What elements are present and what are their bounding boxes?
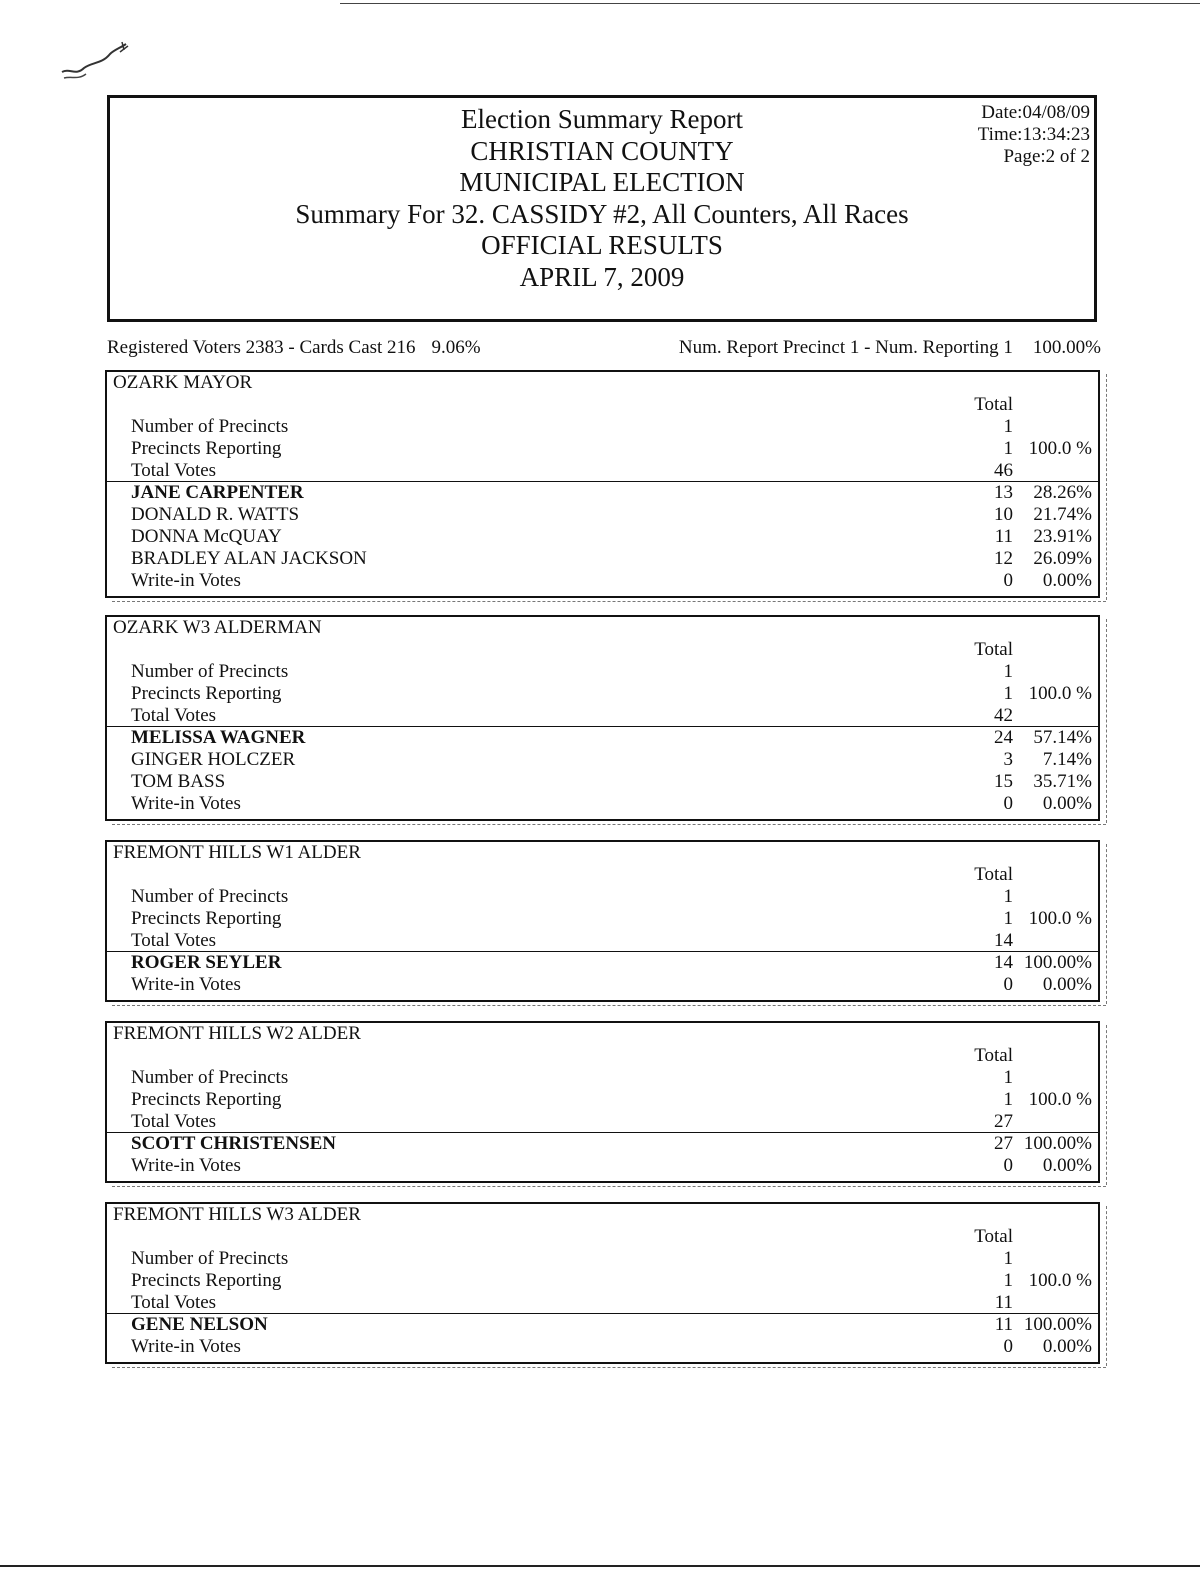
row-label: Number of Precincts [131, 661, 289, 682]
candidate-votes: 10 [994, 504, 1013, 525]
candidate-votes: 14 [994, 952, 1013, 973]
candidate-row [107, 749, 1098, 771]
candidate-votes: 0 [1003, 1155, 1013, 1176]
scan-shadow-edge [1106, 619, 1107, 823]
num-precincts-row [107, 1067, 1098, 1089]
num-precincts-row [107, 886, 1098, 908]
row-count: 1 [1003, 1067, 1013, 1088]
row-label: Total Votes [131, 1111, 217, 1132]
county-name: CHRISTIAN COUNTY [470, 135, 734, 166]
candidate-percent: 0.00% [1042, 1336, 1092, 1357]
precinct-reporting-percent: 100.00% [1032, 337, 1101, 358]
candidate-votes: 0 [1003, 793, 1013, 814]
scan-edge-top [340, 3, 1200, 4]
row-count: 1 [1003, 416, 1013, 437]
num-precincts-row [107, 1248, 1098, 1270]
total-column-header: Total [974, 639, 1013, 660]
candidate-votes: 27 [994, 1133, 1013, 1154]
row-count: 11 [994, 1292, 1013, 1313]
total-votes-row [107, 705, 1098, 727]
race-section [105, 615, 1100, 821]
total-column-header: Total [974, 864, 1013, 885]
row-percent: 100.0 % [1028, 1089, 1092, 1110]
race-title: FREMONT HILLS W1 ALDER [113, 842, 361, 863]
scan-shadow-line [112, 1367, 1106, 1368]
candidate-row [107, 526, 1098, 548]
precinct-reporting-text: Num. Report Precinct 1 - Num. Reporting 1 [678, 337, 1013, 358]
scan-shadow-line [112, 1186, 1106, 1187]
candidate-name: JANE CARPENTER [131, 482, 304, 503]
total-votes-row [107, 930, 1098, 952]
row-label: Total Votes [131, 460, 217, 481]
write-in-row [107, 1155, 1098, 1177]
total-votes-row [107, 460, 1098, 482]
precincts-reporting-row [107, 683, 1098, 705]
candidate-row [107, 482, 1098, 504]
candidate-name: TOM BASS [131, 771, 226, 792]
row-label: Number of Precincts [131, 886, 289, 907]
candidate-votes: 11 [994, 1314, 1013, 1335]
candidate-name: SCOTT CHRISTENSEN [131, 1133, 337, 1154]
candidate-row [107, 1314, 1098, 1336]
race-section [105, 840, 1100, 1002]
row-count: 1 [1003, 908, 1013, 929]
total-votes-row [107, 1111, 1098, 1133]
candidate-percent: 0.00% [1042, 570, 1092, 591]
candidate-row [107, 771, 1098, 793]
row-count: 1 [1003, 683, 1013, 704]
precincts-reporting-row [107, 1270, 1098, 1292]
candidate-votes: 13 [994, 482, 1013, 503]
row-percent: 100.0 % [1028, 908, 1092, 929]
candidate-percent: 23.91% [1033, 526, 1092, 547]
precinct-reporting-stat [679, 337, 1101, 359]
race-title: OZARK MAYOR [113, 372, 253, 393]
row-count: 1 [1003, 661, 1013, 682]
total-votes-row [107, 1292, 1098, 1314]
candidate-votes: 0 [1003, 570, 1013, 591]
total-column-header: Total [974, 1226, 1013, 1247]
candidate-votes: 15 [994, 771, 1013, 792]
candidate-name: Write-in Votes [131, 570, 241, 591]
candidate-percent: 26.09% [1033, 548, 1092, 569]
total-column-header: Total [974, 1045, 1013, 1066]
candidate-percent: 0.00% [1042, 793, 1092, 814]
election-name: MUNICIPAL ELECTION [459, 167, 745, 197]
candidate-name: DONNA McQUAY [131, 526, 282, 547]
write-in-row [107, 974, 1098, 996]
candidate-percent: 35.71% [1033, 771, 1092, 792]
row-percent: 100.0 % [1028, 438, 1092, 459]
candidate-name: ROGER SEYLER [131, 952, 282, 973]
turnout-stats [107, 337, 1101, 361]
scan-shadow-line [112, 601, 1106, 602]
results-status: OFFICIAL RESULTS [481, 230, 723, 260]
race-section [105, 370, 1100, 598]
candidate-votes: 12 [994, 548, 1013, 569]
pen-mark-scribble [58, 38, 138, 88]
candidate-percent: 7.14% [1042, 749, 1092, 770]
candidate-votes: 24 [994, 727, 1013, 748]
candidate-percent: 0.00% [1042, 1155, 1092, 1176]
candidate-name: DONALD R. WATTS [131, 504, 300, 525]
row-label: Precincts Reporting [131, 683, 282, 704]
candidate-percent: 100.00% [1023, 1133, 1092, 1154]
candidate-name: Write-in Votes [131, 1155, 241, 1176]
candidate-votes: 11 [994, 526, 1013, 547]
report-header [107, 95, 1097, 322]
row-percent: 100.0 % [1028, 1270, 1092, 1291]
candidate-name: MELISSA WAGNER [131, 727, 306, 748]
candidate-name: GENE NELSON [131, 1314, 268, 1335]
report-title-block [110, 104, 1094, 293]
race-section [105, 1202, 1100, 1364]
row-count: 1 [1003, 886, 1013, 907]
candidate-percent: 0.00% [1042, 974, 1092, 995]
report-meta [978, 102, 1090, 168]
candidate-votes: 0 [1003, 1336, 1013, 1357]
scan-edge-bottom [0, 1565, 1200, 1567]
candidate-name: Write-in Votes [131, 1336, 241, 1357]
row-count: 1 [1003, 1270, 1013, 1291]
row-count: 42 [994, 705, 1013, 726]
candidate-percent: 100.00% [1023, 1314, 1092, 1335]
candidate-votes: 0 [1003, 974, 1013, 995]
candidate-row [107, 952, 1098, 974]
scan-shadow-edge [1106, 1206, 1107, 1366]
candidate-percent: 28.26% [1033, 482, 1092, 503]
candidate-percent: 21.74% [1033, 504, 1092, 525]
candidate-percent: 57.14% [1033, 727, 1092, 748]
row-count: 27 [994, 1111, 1013, 1132]
race-title: OZARK W3 ALDERMAN [113, 617, 322, 638]
write-in-row [107, 793, 1098, 815]
row-count: 1 [1003, 1089, 1013, 1110]
row-count: 14 [994, 930, 1013, 951]
row-label: Number of Precincts [131, 1067, 289, 1088]
election-date: APRIL 7, 2009 [519, 261, 685, 292]
row-count: 1 [1003, 1248, 1013, 1269]
row-label: Total Votes [131, 705, 217, 726]
candidate-name: Write-in Votes [131, 793, 241, 814]
registered-voters-text: Registered Voters 2383 - Cards Cast 216 [107, 337, 416, 358]
candidate-percent: 100.00% [1023, 952, 1092, 973]
scan-shadow-line [112, 824, 1106, 825]
precincts-reporting-row [107, 438, 1098, 460]
row-label: Precincts Reporting [131, 438, 282, 459]
candidate-votes: 3 [1003, 749, 1013, 770]
report-title: Election Summary Report [461, 104, 743, 134]
row-count: 46 [994, 460, 1013, 481]
precincts-reporting-row [107, 908, 1098, 930]
race-title: FREMONT HILLS W3 ALDER [113, 1204, 361, 1225]
candidate-row [107, 504, 1098, 526]
scan-shadow-edge [1106, 1025, 1107, 1185]
page-number: Page:2 of 2 [1003, 146, 1090, 167]
registered-voters-stat [107, 337, 481, 359]
row-label: Number of Precincts [131, 1248, 289, 1269]
scan-shadow-edge [1106, 844, 1107, 1004]
write-in-row [107, 570, 1098, 592]
candidate-row [107, 1133, 1098, 1155]
race-title: FREMONT HILLS W2 ALDER [113, 1023, 361, 1044]
candidate-name: Write-in Votes [131, 974, 241, 995]
candidate-name: BRADLEY ALAN JACKSON [131, 548, 367, 569]
row-label: Precincts Reporting [131, 1089, 282, 1110]
race-section [105, 1021, 1100, 1183]
report-time: Time:13:34:23 [977, 124, 1090, 145]
candidate-row [107, 727, 1098, 749]
row-label: Precincts Reporting [131, 908, 282, 929]
row-label: Total Votes [131, 930, 217, 951]
write-in-row [107, 1336, 1098, 1358]
scan-shadow-edge [1106, 374, 1107, 600]
candidate-name: GINGER HOLCZER [131, 749, 296, 770]
candidate-row [107, 548, 1098, 570]
turnout-percent: 9.06% [431, 337, 481, 358]
total-column-header: Total [974, 394, 1013, 415]
row-percent: 100.0 % [1028, 683, 1092, 704]
num-precincts-row [107, 661, 1098, 683]
summary-line: Summary For 32. CASSIDY #2, All Counters, All Races [295, 198, 909, 229]
num-precincts-row [107, 416, 1098, 438]
row-label: Number of Precincts [131, 416, 289, 437]
report-date: Date:04/08/09 [981, 102, 1090, 123]
row-label: Precincts Reporting [131, 1270, 282, 1291]
row-label: Total Votes [131, 1292, 217, 1313]
scan-shadow-line [112, 1005, 1106, 1006]
row-count: 1 [1003, 438, 1013, 459]
precincts-reporting-row [107, 1089, 1098, 1111]
